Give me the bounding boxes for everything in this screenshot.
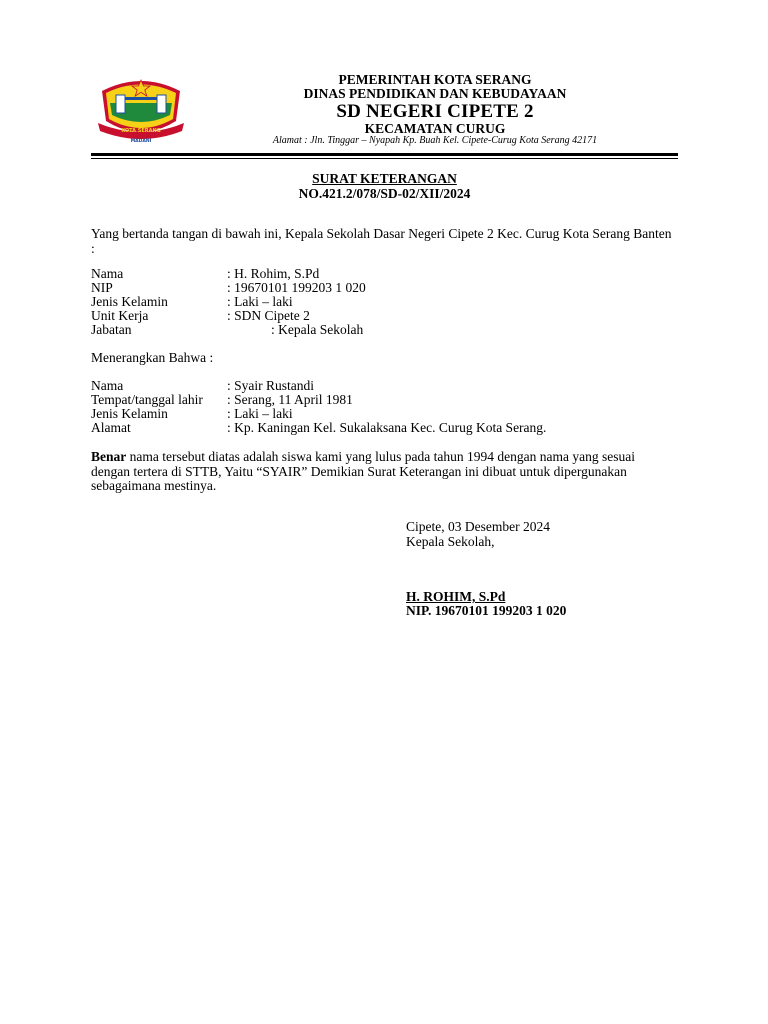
signer-row: [91, 323, 363, 337]
logo-text-bottom: MADANI: [130, 139, 152, 144]
field-label: Jabatan: [91, 322, 132, 337]
field-label: Alamat: [91, 420, 131, 435]
signer-position: Kepala Sekolah,: [406, 534, 495, 549]
gov-line: PEMERINTAH KOTA SERANG: [338, 72, 532, 87]
dept-line: DINAS PENDIDIKAN DAN KEBUDAYAAN: [303, 86, 567, 101]
letter-number: NO.421.2/078/SD-02/XII/2024: [298, 186, 471, 201]
header-rule-thick: [91, 153, 678, 156]
field-value: : 19670101 199203 1 020: [227, 280, 366, 295]
field-label: Jenis Kelamin: [91, 294, 168, 309]
header-rule-thin: [91, 158, 678, 159]
statement-heading: Menerangkan Bahwa :: [91, 350, 214, 365]
field-value: : H. Rohim, S.Pd: [227, 266, 320, 281]
field-value: : Kp. Kaningan Kel. Sukalaksana Kec. Curug Kota Serang.: [227, 420, 547, 435]
field-label: NIP: [91, 280, 113, 295]
field-value: : Syair Rustandi: [227, 378, 314, 393]
field-label: Jenis Kelamin: [91, 406, 168, 421]
field-value: : Serang, 11 April 1981: [227, 392, 353, 407]
signer-nip: NIP. 19670101 199203 1 020: [406, 603, 567, 618]
closing-paragraph: [91, 450, 676, 494]
field-label: Unit Kerja: [91, 308, 149, 323]
place-date: Cipete, 03 Desember 2024: [406, 519, 550, 534]
school-logo: [96, 73, 186, 145]
closing-text: nama tersebut diatas adalah siswa kami yang lulus pada tahun 1994 dengan nama yang sesuai dengan tertera di STTB, Yaitu “SYAIR” Demikian Surat Keterangan ini dibuat untuk dipergunakan sebagaimana mestinya.: [91, 449, 635, 493]
field-value: : Laki – laki: [227, 294, 293, 309]
field-label: Tempat/tanggal lahir: [91, 392, 203, 407]
subject-row: [91, 393, 353, 407]
subject-row: [91, 379, 314, 393]
district-line: KECAMATAN CURUG: [364, 121, 506, 136]
field-label: Nama: [91, 378, 124, 393]
letter-title: SURAT KETERANGAN: [312, 171, 457, 186]
signer-row: [91, 295, 293, 309]
intro-paragraph: Yang bertanda tangan di bawah ini, Kepala Sekolah Dasar Negeri Cipete 2 Kec. Curug Kota Serang Banten :: [91, 226, 672, 256]
school-name: SD NEGERI CIPETE 2: [336, 101, 534, 122]
address-line: Alamat : Jln. Tinggar – Nyapah Kp. Buah Kel. Cipete-Curug Kota Serang 42171: [272, 135, 598, 146]
field-value: : Laki – laki: [227, 406, 293, 421]
signer-row: [91, 281, 366, 295]
field-value: : SDN Cipete 2: [227, 308, 310, 323]
signer-row: [91, 267, 319, 281]
field-value: : Kepala Sekolah: [271, 322, 364, 337]
subject-row: [91, 407, 293, 421]
signer-name: H. ROHIM, S.Pd: [406, 589, 506, 604]
field-label: Nama: [91, 266, 124, 281]
signer-row: [91, 309, 310, 323]
logo-text-top: KOTA SERANG: [121, 128, 161, 134]
subject-row: [91, 421, 546, 435]
closing-bold: Benar: [91, 449, 127, 464]
